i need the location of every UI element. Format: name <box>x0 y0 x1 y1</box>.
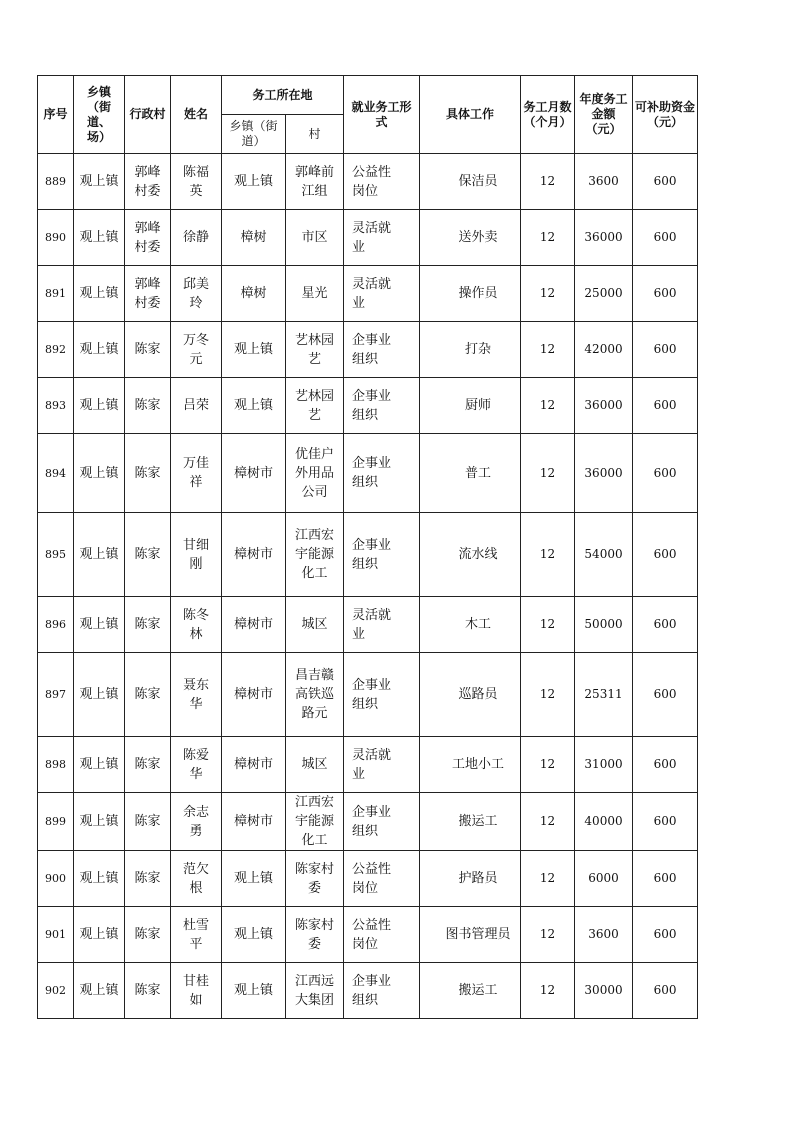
cell-workplace-village-text: 江西宏宇能源化工 <box>294 528 334 581</box>
table-header <box>38 76 698 154</box>
cell-workplace-town: 樟树市 <box>222 513 286 597</box>
cell-seq: 895 <box>38 513 74 597</box>
cell-workplace-village-text: 城区 <box>301 617 328 632</box>
cell-name <box>171 322 222 378</box>
cell-workplace-village-text: 市区 <box>301 230 328 245</box>
cell-workplace-village-text: 江西宏宇能源化工 <box>294 795 334 848</box>
cell-workplace-village-text: 优佳户外用品公司 <box>294 446 334 500</box>
cell-job: 搬运工 <box>420 793 521 851</box>
cell-town: 观上镇 <box>74 513 125 597</box>
cell-months: 12 <box>521 851 575 907</box>
cell-amount: 36000 <box>575 378 633 434</box>
cell-name-text: 吕荣 <box>182 398 209 413</box>
cell-workplace-village-text: 昌吉赣高铁巡路元 <box>294 668 334 721</box>
table-row <box>38 597 698 653</box>
cell-village-text: 陈家 <box>134 342 161 357</box>
cell-form <box>344 851 420 907</box>
cell-name <box>171 737 222 793</box>
cell-village <box>125 793 171 851</box>
header-town-label: 乡镇（街道、场） <box>86 84 111 144</box>
cell-job: 护路员 <box>420 851 521 907</box>
cell-months: 12 <box>521 653 575 737</box>
cell-form-text: 企事业组织 <box>352 973 392 1008</box>
cell-amount: 31000 <box>575 737 633 793</box>
cell-form-text: 公益性岗位 <box>352 861 392 896</box>
cell-months: 12 <box>521 793 575 851</box>
cell-name-text: 万佳祥 <box>182 456 209 490</box>
cell-village <box>125 963 171 1019</box>
cell-job: 送外卖 <box>420 210 521 266</box>
cell-subsidy: 600 <box>633 154 698 210</box>
cell-subsidy: 600 <box>633 378 698 434</box>
header-workplace: 务工所在地 <box>222 76 344 115</box>
table-row <box>38 851 698 907</box>
cell-seq: 902 <box>38 963 74 1019</box>
cell-form-text: 企事业组织 <box>352 332 392 367</box>
cell-village-text: 陈家 <box>134 465 161 481</box>
cell-village-text: 陈家 <box>134 814 161 829</box>
cell-village-text: 陈家 <box>134 983 161 998</box>
cell-form <box>344 378 420 434</box>
cell-seq: 890 <box>38 210 74 266</box>
cell-workplace-village <box>286 322 344 378</box>
cell-form-text: 企事业组织 <box>352 388 392 423</box>
cell-form <box>344 653 420 737</box>
cell-workplace-village-text: 星光 <box>301 286 328 301</box>
cell-name-text: 徐静 <box>182 230 209 245</box>
cell-workplace-village-text: 江西远大集团 <box>294 973 334 1008</box>
cell-seq: 891 <box>38 266 74 322</box>
cell-town: 观上镇 <box>74 434 125 513</box>
cell-seq: 898 <box>38 737 74 793</box>
header-village: 行政村 <box>125 76 171 154</box>
cell-form <box>344 322 420 378</box>
cell-workplace-village <box>286 434 344 513</box>
cell-name <box>171 907 222 963</box>
cell-name <box>171 154 222 210</box>
header-amount: 年度务工金额（元） <box>575 76 633 154</box>
cell-form-text: 企事业组织 <box>352 804 392 839</box>
cell-workplace-village-text: 艺林园艺 <box>294 332 334 367</box>
cell-subsidy: 600 <box>633 907 698 963</box>
cell-name-text: 陈福英 <box>182 164 209 199</box>
cell-village-text: 郭峰村委 <box>134 276 161 311</box>
cell-village-text: 郭峰村委 <box>134 220 161 255</box>
cell-workplace-town: 观上镇 <box>222 963 286 1019</box>
cell-workplace-town: 观上镇 <box>222 907 286 963</box>
cell-months: 12 <box>521 378 575 434</box>
cell-job: 流水线 <box>420 513 521 597</box>
cell-months: 12 <box>521 210 575 266</box>
cell-subsidy: 600 <box>633 963 698 1019</box>
cell-workplace-town: 樟树市 <box>222 793 286 851</box>
cell-town: 观上镇 <box>74 266 125 322</box>
cell-village <box>125 513 171 597</box>
cell-seq: 892 <box>38 322 74 378</box>
cell-workplace-town: 观上镇 <box>222 154 286 210</box>
table-row <box>38 907 698 963</box>
cell-job: 打杂 <box>420 322 521 378</box>
cell-name <box>171 793 222 851</box>
cell-seq: 897 <box>38 653 74 737</box>
cell-job: 木工 <box>420 597 521 653</box>
cell-village <box>125 322 171 378</box>
cell-form <box>344 154 420 210</box>
cell-village-text: 陈家 <box>134 687 161 702</box>
header-subsidy: 可补助资金（元） <box>633 76 698 154</box>
cell-job: 图书管理员 <box>420 907 521 963</box>
cell-form-text: 灵活就业 <box>352 607 392 642</box>
cell-name <box>171 963 222 1019</box>
cell-name <box>171 513 222 597</box>
cell-workplace-town: 樟树市 <box>222 434 286 513</box>
cell-workplace-village-text: 陈家村委 <box>294 917 334 952</box>
cell-workplace-village <box>286 513 344 597</box>
cell-workplace-town: 樟树市 <box>222 653 286 737</box>
cell-workplace-village <box>286 378 344 434</box>
cell-job: 保洁员 <box>420 154 521 210</box>
cell-town: 观上镇 <box>74 737 125 793</box>
cell-amount: 25000 <box>575 266 633 322</box>
cell-workplace-village-text: 艺林园艺 <box>294 388 334 423</box>
cell-form <box>344 210 420 266</box>
header-workplace-town: 乡镇（街道） <box>222 115 286 154</box>
cell-workplace-village <box>286 851 344 907</box>
table-row <box>38 266 698 322</box>
cell-seq: 900 <box>38 851 74 907</box>
cell-village-text: 郭峰村委 <box>134 164 161 199</box>
cell-job: 巡路员 <box>420 653 521 737</box>
header-seq: 序号 <box>38 76 74 154</box>
cell-village-text: 陈家 <box>134 398 161 413</box>
table-row <box>38 210 698 266</box>
cell-seq: 894 <box>38 434 74 513</box>
cell-workplace-village <box>286 154 344 210</box>
cell-job: 搬运工 <box>420 963 521 1019</box>
cell-amount: 40000 <box>575 793 633 851</box>
cell-workplace-village <box>286 737 344 793</box>
cell-form-text: 企事业组织 <box>352 456 392 490</box>
table-row <box>38 378 698 434</box>
cell-town: 观上镇 <box>74 322 125 378</box>
cell-form-text: 灵活就业 <box>352 220 392 255</box>
table-body <box>38 154 698 1019</box>
cell-town: 观上镇 <box>74 793 125 851</box>
cell-amount: 3600 <box>575 907 633 963</box>
cell-village <box>125 266 171 322</box>
cell-village <box>125 907 171 963</box>
cell-name-text: 邱美玲 <box>182 276 209 311</box>
cell-village <box>125 210 171 266</box>
cell-town: 观上镇 <box>74 210 125 266</box>
table-row <box>38 793 698 851</box>
cell-form <box>344 266 420 322</box>
cell-workplace-town: 樟树 <box>222 266 286 322</box>
cell-form-text: 公益性岗位 <box>352 917 392 952</box>
cell-workplace-town: 樟树市 <box>222 597 286 653</box>
cell-form <box>344 434 420 513</box>
cell-months: 12 <box>521 266 575 322</box>
cell-amount: 6000 <box>575 851 633 907</box>
cell-name-text: 陈爱华 <box>182 747 209 782</box>
cell-workplace-town: 观上镇 <box>222 322 286 378</box>
cell-form-text: 灵活就业 <box>352 747 392 782</box>
cell-job: 普工 <box>420 434 521 513</box>
cell-workplace-village <box>286 597 344 653</box>
table-row <box>38 322 698 378</box>
cell-months: 12 <box>521 322 575 378</box>
cell-seq: 889 <box>38 154 74 210</box>
cell-town: 观上镇 <box>74 851 125 907</box>
cell-village <box>125 154 171 210</box>
cell-workplace-village <box>286 907 344 963</box>
cell-subsidy: 600 <box>633 851 698 907</box>
cell-name-text: 聂东华 <box>182 677 209 712</box>
cell-subsidy: 600 <box>633 434 698 513</box>
cell-name-text: 甘桂如 <box>182 973 209 1008</box>
cell-village-text: 陈家 <box>134 757 161 772</box>
cell-seq: 896 <box>38 597 74 653</box>
cell-village <box>125 653 171 737</box>
employment-subsidy-table <box>37 75 698 1019</box>
cell-amount: 36000 <box>575 210 633 266</box>
cell-subsidy: 600 <box>633 322 698 378</box>
cell-months: 12 <box>521 154 575 210</box>
header-form: 就业务工形式 <box>344 76 420 154</box>
cell-form-text: 企事业组织 <box>352 537 392 572</box>
cell-workplace-village <box>286 963 344 1019</box>
header-name: 姓名 <box>171 76 222 154</box>
cell-name <box>171 378 222 434</box>
cell-name-text: 甘细刚 <box>182 537 209 572</box>
cell-town: 观上镇 <box>74 597 125 653</box>
cell-name-text: 杜雪平 <box>182 917 209 952</box>
cell-months: 12 <box>521 907 575 963</box>
cell-subsidy: 600 <box>633 210 698 266</box>
cell-village-text: 陈家 <box>134 547 161 562</box>
cell-village <box>125 434 171 513</box>
cell-form-text: 企事业组织 <box>352 677 392 712</box>
cell-months: 12 <box>521 737 575 793</box>
cell-seq: 901 <box>38 907 74 963</box>
table-row <box>38 653 698 737</box>
cell-subsidy: 600 <box>633 513 698 597</box>
cell-months: 12 <box>521 597 575 653</box>
cell-subsidy: 600 <box>633 266 698 322</box>
cell-form <box>344 513 420 597</box>
header-town <box>74 76 125 154</box>
table-row <box>38 434 698 513</box>
cell-amount: 30000 <box>575 963 633 1019</box>
cell-seq: 893 <box>38 378 74 434</box>
cell-workplace-village <box>286 793 344 851</box>
cell-amount: 25311 <box>575 653 633 737</box>
cell-workplace-village <box>286 266 344 322</box>
cell-workplace-village-text: 陈家村委 <box>294 861 334 896</box>
cell-amount: 54000 <box>575 513 633 597</box>
cell-months: 12 <box>521 963 575 1019</box>
cell-months: 12 <box>521 434 575 513</box>
table-row <box>38 737 698 793</box>
cell-subsidy: 600 <box>633 653 698 737</box>
cell-workplace-village-text: 城区 <box>301 757 328 772</box>
cell-workplace-village <box>286 210 344 266</box>
header-job: 具体工作 <box>420 76 521 154</box>
cell-subsidy: 600 <box>633 737 698 793</box>
cell-name-text: 陈冬林 <box>182 607 209 642</box>
cell-job: 工地小工 <box>420 737 521 793</box>
cell-months: 12 <box>521 513 575 597</box>
cell-name <box>171 653 222 737</box>
cell-name <box>171 434 222 513</box>
cell-form-text: 公益性岗位 <box>352 164 392 199</box>
header-workplace-village: 村 <box>286 115 344 154</box>
cell-form-text: 灵活就业 <box>352 276 392 311</box>
header-months: 务工月数（个月） <box>521 76 575 154</box>
cell-town: 观上镇 <box>74 653 125 737</box>
cell-town: 观上镇 <box>74 154 125 210</box>
cell-form <box>344 737 420 793</box>
cell-name-text: 余志勇 <box>182 804 209 839</box>
cell-seq: 899 <box>38 793 74 851</box>
cell-name-text: 万冬元 <box>182 332 209 367</box>
cell-job: 厨师 <box>420 378 521 434</box>
cell-village <box>125 378 171 434</box>
cell-workplace-village-text: 郭峰前江组 <box>294 164 334 199</box>
cell-town: 观上镇 <box>74 907 125 963</box>
cell-name-text: 范欠根 <box>182 861 209 896</box>
cell-town: 观上镇 <box>74 378 125 434</box>
cell-subsidy: 600 <box>633 597 698 653</box>
table-row <box>38 963 698 1019</box>
cell-town: 观上镇 <box>74 963 125 1019</box>
cell-name <box>171 851 222 907</box>
cell-form <box>344 597 420 653</box>
cell-village-text: 陈家 <box>134 871 161 886</box>
cell-job: 操作员 <box>420 266 521 322</box>
cell-workplace-village <box>286 653 344 737</box>
cell-amount: 36000 <box>575 434 633 513</box>
cell-village <box>125 737 171 793</box>
table-row <box>38 513 698 597</box>
cell-subsidy: 600 <box>633 793 698 851</box>
cell-amount: 3600 <box>575 154 633 210</box>
cell-amount: 42000 <box>575 322 633 378</box>
cell-village <box>125 851 171 907</box>
cell-workplace-town: 樟树市 <box>222 737 286 793</box>
cell-workplace-town: 观上镇 <box>222 851 286 907</box>
cell-amount: 50000 <box>575 597 633 653</box>
cell-workplace-town: 樟树 <box>222 210 286 266</box>
cell-village-text: 陈家 <box>134 927 161 942</box>
cell-village <box>125 597 171 653</box>
table-row <box>38 154 698 210</box>
cell-name <box>171 266 222 322</box>
cell-workplace-town: 观上镇 <box>222 378 286 434</box>
cell-village-text: 陈家 <box>134 617 161 632</box>
cell-name <box>171 210 222 266</box>
cell-form <box>344 907 420 963</box>
cell-form <box>344 963 420 1019</box>
cell-form <box>344 793 420 851</box>
cell-name <box>171 597 222 653</box>
